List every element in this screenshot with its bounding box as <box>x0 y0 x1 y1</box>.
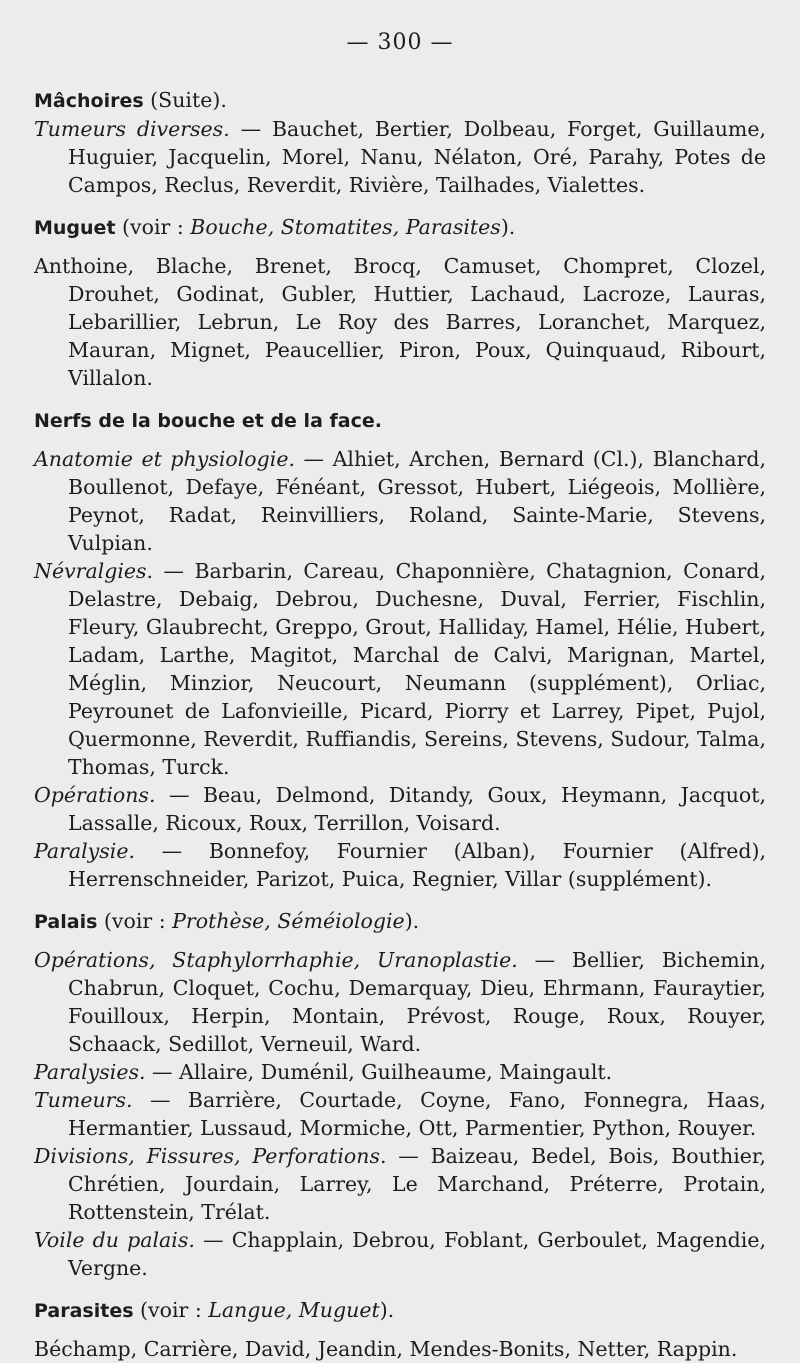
section-heading-machoires <box>34 86 766 115</box>
entry-label: Tumeurs. <box>34 1088 133 1112</box>
section-heading-muguet <box>34 213 766 242</box>
see-prefix: (voir : <box>133 1298 209 1322</box>
entry-label: Anatomie et physiologie. <box>34 447 295 471</box>
page-number: — 300 — <box>346 30 454 55</box>
see-references: Bouche, Stomatites, Parasites <box>190 215 501 239</box>
see-references: Langue, Muguet <box>208 1298 380 1322</box>
see-references: Prothèse, Séméiologie <box>172 909 405 933</box>
entry-text: — Beau, Delmond, Ditandy, Goux, Heymann, Jacquot, Lassalle, Ricoux, Roux, Terrillon, Voisard. <box>68 783 766 835</box>
entry-anatomie-physiologie <box>34 445 766 557</box>
entry-operations <box>34 781 766 837</box>
entry-label: Divisions, Fissures, Perforations. <box>34 1144 387 1168</box>
section-heading-palais <box>34 907 766 936</box>
see-suffix: ). <box>500 215 516 239</box>
section-heading-nerfs <box>34 406 766 435</box>
entry-parasites-authors: Béchamp, Carrière, David, Jeandin, Mendes-Bonits, Netter, Rappin. <box>34 1337 738 1361</box>
entry-tumeurs-diverses <box>34 115 766 199</box>
entry-paralysie <box>34 837 766 893</box>
page-content <box>34 86 766 1363</box>
entry-tumeurs <box>34 1086 766 1142</box>
entry-label: Tumeurs diverses. <box>34 117 230 141</box>
entry-paralysies <box>34 1058 766 1086</box>
section-title: Nerfs de la bouche et de la face. <box>34 410 382 432</box>
entry-text: — Bonnefoy, Fournier (Alban), Fournier (Alfred), Herrenschneider, Parizot, Puica, Regnier, Villar (supplément). <box>68 839 766 891</box>
see-prefix: (voir : <box>115 215 191 239</box>
entry-text: — Bellier, Bichemin, Chabrun, Cloquet, Cochu, Demarquay, Dieu, Ehrmann, Fauraytier, Fouilloux, Herpin, Montain, Prévost, Rouge, Roux, Rouyer, Schaack, Sedillot, Verneuil, Ward. <box>68 948 766 1056</box>
entry-text: — Baizeau, Bedel, Bois, Bouthier, Chrétien, Jourdain, Larrey, Le Marchand, Préterre, Protain, Rottenstein, Trélat. <box>68 1144 766 1224</box>
entry-voile-du-palais <box>34 1226 766 1282</box>
entry-text: — Alhiet, Archen, Bernard (Cl.), Blanchard, Boullenot, Defaye, Fénéant, Gressot, Hubert, Liégeois, Mollière, Peynot, Radat, Reinvilliers, Roland, Sainte-Marie, Stevens, Vulpian. <box>68 447 767 555</box>
entry-text: — Barrière, Courtade, Coyne, Fano, Fonnegra, Haas, Hermantier, Lussaud, Mormiche, Ott, Parmentier, Python, Rouyer. <box>68 1088 766 1140</box>
entry-label: Opérations. <box>34 783 156 807</box>
entry-text: — Bauchet, Bertier, Dolbeau, Forget, Guillaume, Huguier, Jacquelin, Morel, Nanu, Nélaton, Oré, Parahy, Potes de Campos, Reclus, Reverdit, Rivière, Tailhades, Vialettes. <box>68 117 766 197</box>
see-suffix: ). <box>379 1298 395 1322</box>
section-heading-parasites <box>34 1296 766 1325</box>
entry-muguet-authors: Anthoine, Blache, Brenet, Brocq, Camuset, Chompret, Clozel, Drouhet, Godinat, Gubler, Huttier, Lachaud, Lacroze, Lauras, Lebarillier, Lebrun, Le Roy des Barres, Loranchet, Marquez, Mauran, Mignet, Peaucellier, Piron, Poux, Quinquaud, Ribourt, Villalon. <box>34 254 766 390</box>
entry-text: — Allaire, Duménil, Guilheaume, Maingault. <box>145 1060 613 1084</box>
see-suffix: ). <box>404 909 420 933</box>
section-note: (Suite). <box>143 88 227 112</box>
entry-label: Paralysies. <box>34 1060 146 1084</box>
entry-label: Voile du palais. <box>34 1228 195 1252</box>
entry-operations-staphylorrhaphie <box>34 946 766 1058</box>
entry-text: — Barbarin, Careau, Chaponnière, Chatagnion, Conard, Delastre, Debaig, Debrou, Duchesne, Duval, Ferrier, Fischlin, Fleury, Glaubrecht, Greppo, Grout, Halliday, Hamel, Hélie, Hubert, Ladam, Larthe, Magitot, Marchal de Calvi, Marignan, Martel, Méglin, Minzior, Neucourt, Neumann (supplément), Orliac, Peyrounet de Lafonvieille, Picard, Piorry et Larrey, Pipet, Pujol, Quermonne, Reverdit, Ruffiandis, Sereins, Stevens, Sudour, Talma, Thomas, Turck. <box>68 559 766 779</box>
entry-text: — Chapplain, Debrou, Foblant, Gerboulet, Magendie, Vergne. <box>68 1228 766 1280</box>
section-title: Parasites <box>34 1300 134 1322</box>
section-title: Muguet <box>34 217 116 239</box>
entry-nevralgies <box>34 557 766 781</box>
see-prefix: (voir : <box>97 909 173 933</box>
entry-label: Paralysie. <box>34 839 135 863</box>
entry-label: Opérations, Staphylorrhaphie, Uranoplastie. <box>34 948 518 972</box>
section-title: Mâchoires <box>34 90 144 112</box>
section-title: Palais <box>34 911 98 933</box>
entry-divisions-fissures <box>34 1142 766 1226</box>
entry-label: Névralgies. <box>34 559 154 583</box>
